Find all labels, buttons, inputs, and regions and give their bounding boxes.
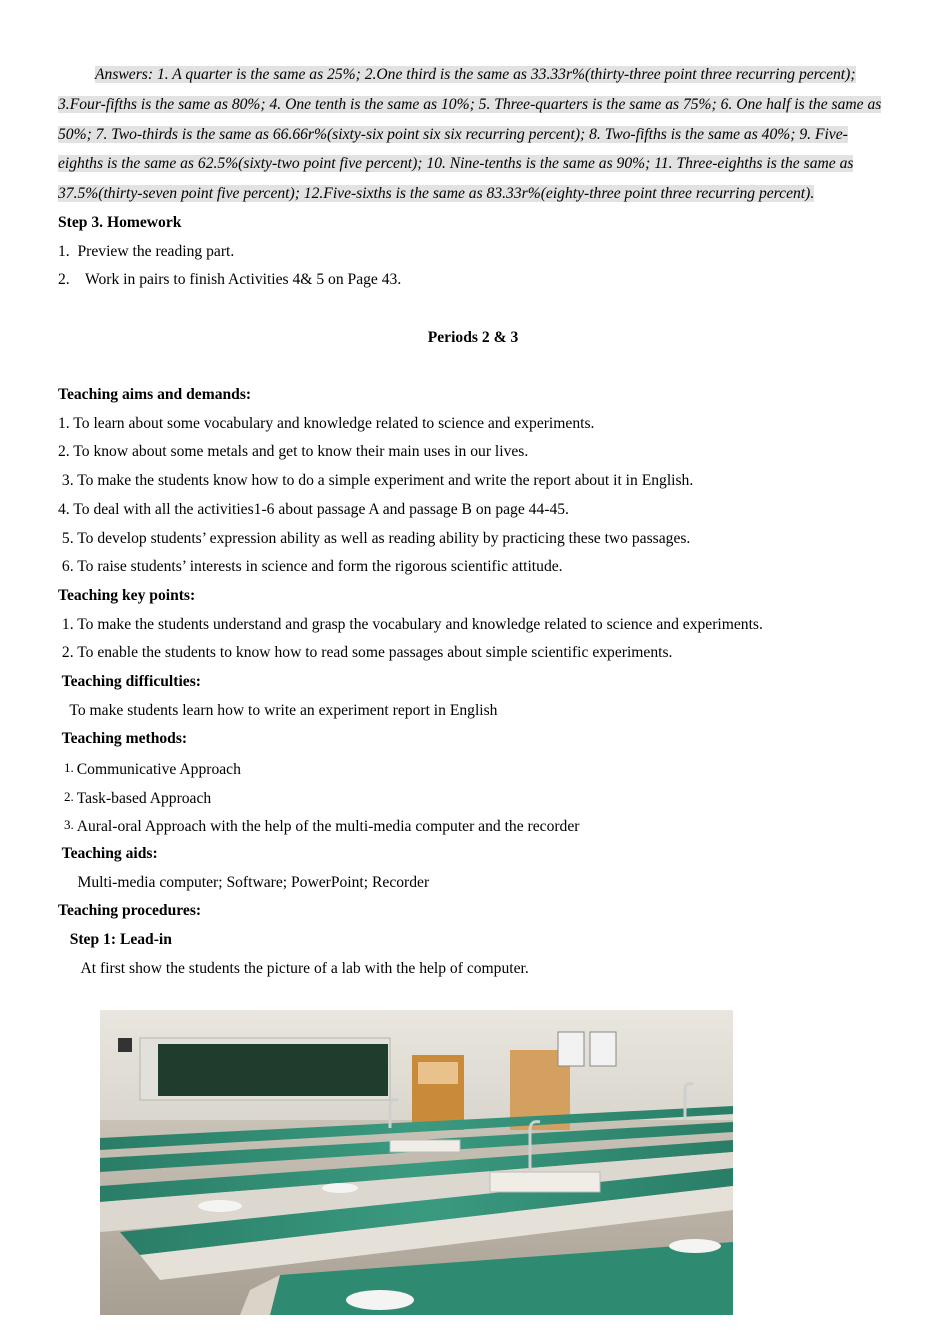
step1-heading: Step 1: Lead-in [58, 931, 172, 949]
aims-heading: Teaching aims and demands: [58, 386, 252, 404]
methods-heading: Teaching methods: [58, 730, 188, 748]
aims-item: 2. To know about some metals and get to know their main uses in our lives. [58, 443, 529, 461]
periods-title: Periods 2 & 3 [427, 328, 519, 346]
spacer [58, 295, 888, 324]
aims-item: 1. To learn about some vocabulary and knowledge related to science and experiments. [58, 414, 595, 432]
aids-heading: Teaching aids: [58, 845, 158, 863]
document-page [58, 60, 888, 984]
methods-item [58, 783, 888, 812]
aims-item: 5. To develop students’ expression ability as well as reading ability by practicing these two passages. [58, 529, 691, 547]
methods-item-text: Task-based Approach [76, 789, 212, 807]
homework-item: 2. Work in pairs to finish Activities 4& 5 on Page 43. [58, 271, 402, 289]
methods-item-number: 1. [64, 760, 74, 776]
difficulties-text: To make students learn how to write an experiment report in English [58, 701, 498, 719]
aims-item: 3. To make the students know how to do a simple experiment and write the report about it in English. [58, 472, 694, 490]
lab-photo [100, 1010, 733, 1315]
methods-item-number: 3. [64, 817, 74, 833]
methods-item [58, 754, 888, 783]
methods-item-text: Aural-oral Approach with the help of the multi-media computer and the recorder [76, 818, 580, 836]
answers-paragraph [58, 60, 888, 209]
key-points-heading: Teaching key points: [58, 586, 196, 604]
key-points-item: 1. To make the students understand and grasp the vocabulary and knowledge related to science and experiments. [58, 615, 763, 633]
aims-item: 4. To deal with all the activities1-6 about passage A and passage B on page 44-45. [58, 500, 569, 518]
aims-item: 6. To raise students’ interests in science and form the rigorous scientific attitude. [58, 558, 563, 576]
lab-photo-illustration [100, 1010, 733, 1315]
step1-text: At first show the students the picture of a lab with the help of computer. [58, 959, 529, 977]
difficulties-heading: Teaching difficulties: [58, 672, 201, 690]
answers-highlight: Answers: 1. A quarter is the same as 25%; 2.One third is the same as 33.33r%(thirty-three point three recurring percent); 3.Four-fifths is the same as 80%; 4. One tenth is the same as 10%; 5. Three-quarters is the same as 75%; 6. One half is the same as 50%; 7. Two-thirds is the same as 66.66r%(sixty-six point six six recurring percent); 8. Two-fifths is the same as 40%; 9. Five-eighths is the same as 62.5%(sixty-two point five percent); 10. Nine-tenths is the same as 90%; 11. Three-eighths is the same as 37.5%(thirty-seven point five percent); 12.Five-sixths is the same as 83.33r%(eighty-three point three recurring percent). [58, 66, 882, 203]
homework-heading: Step 3. Homework [58, 213, 182, 231]
methods-item-number: 2. [64, 788, 74, 804]
homework-item: 1. Preview the reading part. [58, 242, 235, 260]
key-points-item: 2. To enable the students to know how to read some passages about simple scientific experiments. [58, 644, 673, 662]
methods-item [58, 811, 888, 840]
procedures-heading: Teaching procedures: [58, 902, 202, 920]
spacer [58, 352, 888, 381]
methods-item-text: Communicative Approach [76, 761, 241, 779]
aids-text: Multi-media computer; Software; PowerPoint; Recorder [58, 873, 430, 891]
